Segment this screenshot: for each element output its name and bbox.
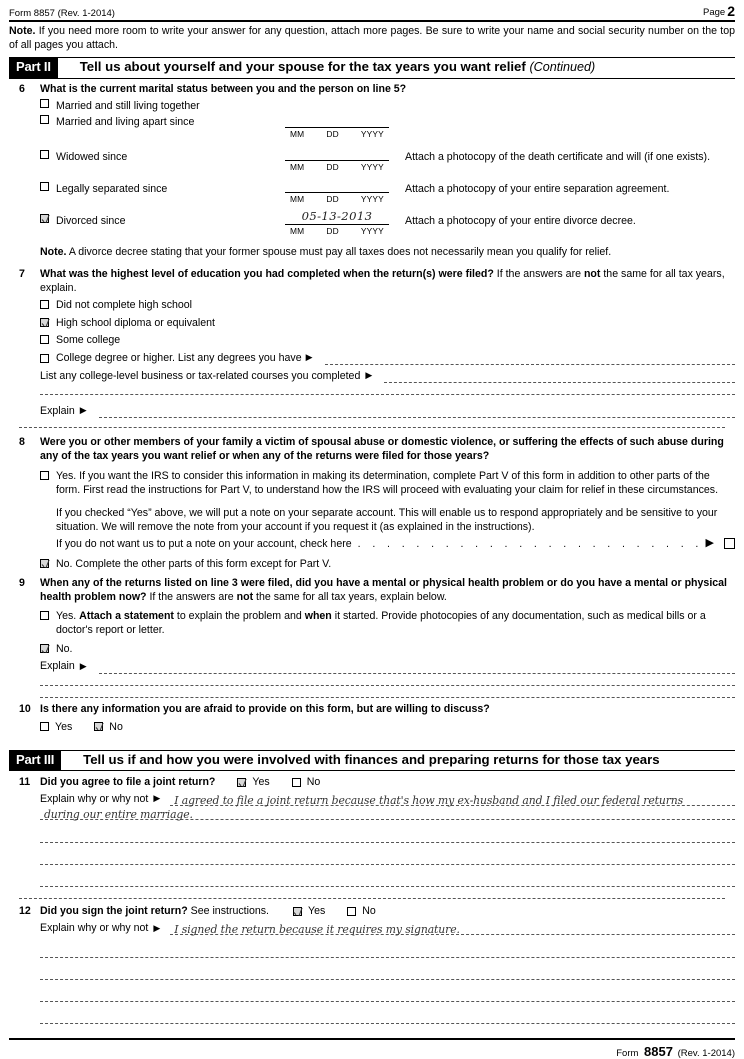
checkbox-health-yes[interactable] xyxy=(40,611,49,620)
explain-label: Explain xyxy=(40,405,75,418)
line-12-answer-row-3 xyxy=(40,968,735,980)
date-caption-dd: DD xyxy=(326,129,339,140)
part-2-header xyxy=(9,57,735,79)
line-11-answer-5[interactable] xyxy=(40,875,735,887)
abuse-yes-text: Yes. If you want the IRS to consider this information in making its determination, complete Part V of this form in addition to other parts of the form. First read the instructions for Part V, to understand how the IRS will proceed with evaluating your claim for relief in these circumstances. xyxy=(56,470,719,497)
marital-option-widowed[interactable] xyxy=(40,150,127,164)
marital-option-legally-separated[interactable] xyxy=(40,182,167,196)
label-sign-joint-yes: Yes xyxy=(307,905,326,918)
date-caption-mm: MM xyxy=(290,194,305,205)
checkbox-married-together[interactable] xyxy=(40,99,49,108)
line-11-answer-row-2 xyxy=(40,808,735,820)
date-caption-mm: MM xyxy=(290,162,305,173)
note-text: If you need more room to write your answer for any question, attach more pages. Be sure to write your name and social security number on the top of all pages you attach. xyxy=(9,25,735,52)
date-caption-yyyy: YYYY xyxy=(360,162,384,173)
marital-label-divorced: Divorced since xyxy=(56,215,126,228)
question-9-text xyxy=(40,576,735,604)
arrow-icon: ▶ xyxy=(365,370,373,381)
checkbox-sign-joint-no[interactable] xyxy=(347,907,356,916)
line-11-answer-row-4 xyxy=(40,853,735,865)
marital-row-divorced xyxy=(40,208,735,240)
blank-line[interactable] xyxy=(40,394,735,395)
question-12-rest: See instructions. xyxy=(187,905,269,918)
attach-note-legally-separated: Attach a photocopy of your entire separation agreement. xyxy=(405,183,670,196)
health-yes-bold-1: Attach a statement xyxy=(79,610,174,623)
question-8-text: Were you or other members of your family a victim of spousal abuse or domestic violence, or suffering the effects of such abuse during any of the tax years you want relief or when any of the returns were filed for those years? xyxy=(40,436,724,463)
question-7-text xyxy=(40,267,735,295)
question-9 xyxy=(9,576,735,697)
checkbox-living-apart[interactable] xyxy=(40,115,49,124)
line-11-answer-2[interactable]: during our entire marriage. xyxy=(40,808,735,820)
education-label-college-degree: College degree or higher. List any degrees you have xyxy=(56,351,302,364)
checkbox-sign-joint-yes[interactable] xyxy=(293,907,302,916)
line-12-answer-row-4 xyxy=(40,990,735,1002)
health-option-yes[interactable] xyxy=(40,609,735,637)
line-12-answer-3[interactable] xyxy=(40,968,735,980)
marital-row-living-apart xyxy=(40,114,735,144)
marital-label-married-together: Married and still living together xyxy=(56,100,200,113)
question-8-number: 8 xyxy=(19,436,25,449)
marital-option-married-together[interactable] xyxy=(40,99,200,113)
line-7-explain-input[interactable] xyxy=(99,406,735,418)
date-caption xyxy=(285,225,389,237)
date-caption xyxy=(285,161,389,173)
question-9-not: not xyxy=(236,591,254,604)
part-2-tag: Part II xyxy=(9,58,58,78)
form-identifier: Form 8857 (Rev. 1-2014) xyxy=(9,8,115,19)
question-9-bold: When any of the returns listed on line 3 were filed, did you have a mental or physical health problem or do you have a mental or physical health problem now? xyxy=(40,577,727,604)
line-11-explain-row xyxy=(40,792,735,806)
checkbox-agree-joint-yes[interactable] xyxy=(237,778,246,787)
education-option-no-hs[interactable] xyxy=(40,298,735,312)
line-6-note-text: A divorce decree stating that your former spouse must pay all taxes does not necessarily mean you qualify for relief. xyxy=(66,246,612,259)
line-9-explain-input[interactable] xyxy=(99,662,735,674)
date-caption-mm: MM xyxy=(290,226,305,237)
blank-line[interactable] xyxy=(40,697,735,698)
arrow-icon: ▶ xyxy=(79,660,87,671)
line-9-explain-row xyxy=(40,659,735,673)
footer-revision: (Rev. 1-2014) xyxy=(677,1048,735,1059)
date-value-living-apart xyxy=(285,112,389,127)
checkbox-high-school-diploma[interactable] xyxy=(40,318,49,327)
label-agree-joint-yes: Yes xyxy=(252,776,270,789)
education-label-no-hs: Did not complete high school xyxy=(56,299,193,312)
line-11-answer-row-5 xyxy=(40,875,735,887)
arrow-icon: ▶ xyxy=(79,405,87,416)
line-11-answer-1[interactable]: I agreed to file a joint return because that's how my ex-husband and I filed our federal returns xyxy=(170,794,735,806)
line-12-answer-2[interactable] xyxy=(40,946,735,958)
question-6 xyxy=(9,82,735,259)
date-field-divorced[interactable] xyxy=(285,209,389,237)
checkbox-college-degree[interactable] xyxy=(40,354,49,363)
date-value-widowed xyxy=(285,145,389,160)
checkbox-no-note-on-account[interactable] xyxy=(724,538,735,549)
checkbox-agree-joint-no[interactable] xyxy=(292,778,301,787)
health-no-text: No. xyxy=(56,643,73,656)
date-caption-dd: DD xyxy=(326,194,339,205)
footer-form-word: Form xyxy=(616,1048,639,1059)
question-11-text: Did you agree to file a joint return? xyxy=(40,776,216,789)
date-caption xyxy=(285,128,389,140)
date-caption-yyyy: YYYY xyxy=(360,129,384,140)
checkbox-some-college[interactable] xyxy=(40,335,49,344)
college-courses-row xyxy=(40,369,735,383)
health-yes-mid: to explain the problem and xyxy=(173,610,305,623)
page-number-label: Page 2 xyxy=(703,3,735,19)
question-7-not: not xyxy=(583,267,601,280)
part-2-title: Tell us about yourself and your spouse for the tax years you want relief (Continued) xyxy=(79,59,596,75)
line-12-question-row xyxy=(40,904,735,918)
question-12-number: 12 xyxy=(19,905,31,918)
question-9-rest-b: the same for all tax years, explain below. xyxy=(253,591,447,604)
page-footer xyxy=(9,1040,735,1059)
arrow-icon: ▶ xyxy=(153,922,161,933)
date-value-divorced: 05-13-2013 xyxy=(301,209,373,224)
question-11 xyxy=(9,775,735,887)
label-sign-joint-no: No xyxy=(362,905,376,918)
courses-input[interactable] xyxy=(384,371,735,383)
marital-label-living-apart: Married and living apart since xyxy=(56,116,195,129)
marital-option-living-apart[interactable] xyxy=(40,115,194,129)
marital-label-legally-separated: Legally separated since xyxy=(56,183,168,196)
line-6-note-bold: Note. xyxy=(40,246,67,259)
part-3-title: Tell us if and how you were involved with finances and preparing returns for those tax years xyxy=(83,751,660,767)
page-header xyxy=(9,0,735,20)
abuse-option-no[interactable] xyxy=(40,557,735,571)
question-12-text xyxy=(40,904,269,918)
question-12-bold: Did you sign the joint return? xyxy=(40,905,188,918)
marital-option-divorced[interactable] xyxy=(40,214,125,228)
degrees-input[interactable] xyxy=(325,353,735,365)
attach-note-widowed: Attach a photocopy of the death certificate and will (if one exists). xyxy=(405,151,711,164)
line-11-answer-3[interactable] xyxy=(40,831,735,843)
date-caption-yyyy: YYYY xyxy=(360,194,384,205)
arrow-icon: ▶ xyxy=(153,793,161,804)
part-2-continued: (Continued) xyxy=(529,60,596,75)
arrow-icon: ▶ xyxy=(305,352,313,363)
health-yes-text xyxy=(56,609,735,637)
date-field-widowed[interactable] xyxy=(285,145,389,173)
question-7-rest-b: the same for all tax years, explain. xyxy=(40,267,725,294)
part-3-tag: Part III xyxy=(9,751,61,771)
question-12 xyxy=(9,904,735,1024)
marital-row-legally-separated xyxy=(40,176,735,208)
line-12-answer-row-5 xyxy=(40,1012,735,1024)
question-9-rest-a: If the answers are xyxy=(146,591,237,604)
explain-label: Explain why or why not xyxy=(40,922,149,935)
line-12-explain-row xyxy=(40,921,735,935)
date-field-legally-separated[interactable] xyxy=(285,177,389,205)
education-option-hs-diploma[interactable] xyxy=(40,316,735,330)
date-caption-mm: MM xyxy=(290,129,305,140)
line-11-question-row xyxy=(40,775,735,789)
no-note-label: If you do not want us to put a note on your account, check here xyxy=(56,537,352,550)
line-11-answer-4[interactable] xyxy=(40,853,735,865)
checkbox-afraid-yes[interactable] xyxy=(40,722,49,731)
education-label-some-college: Some college xyxy=(56,334,121,347)
question-9-number: 9 xyxy=(19,577,25,590)
education-option-some-college[interactable] xyxy=(40,333,735,347)
question-7-number: 7 xyxy=(19,267,25,280)
abuse-no-text: No. Complete the other parts of this form except for Part V. xyxy=(56,557,332,570)
question-6-text: What is the current marital status between you and the person on line 5? xyxy=(40,83,407,96)
line-10-answer-row xyxy=(40,720,735,734)
education-label-hs-diploma: High school diploma or equivalent xyxy=(56,316,215,329)
date-field-living-apart[interactable] xyxy=(285,112,389,140)
leader-dots: . . . . . . . . . . . . . . . . . . . . . . . . xyxy=(357,537,703,550)
part-3-header xyxy=(9,750,735,772)
label-afraid-yes: Yes xyxy=(55,720,73,733)
checkbox-abuse-yes[interactable] xyxy=(40,471,49,480)
line-12-answer-row-2 xyxy=(40,946,735,958)
question-6-number: 6 xyxy=(19,83,25,96)
line-6-note xyxy=(40,245,735,259)
checkbox-no-high-school[interactable] xyxy=(40,300,49,309)
blank-line[interactable] xyxy=(19,427,725,428)
marital-label-widowed: Widowed since xyxy=(56,151,128,164)
health-yes-bold-2: when xyxy=(304,610,332,623)
line-12-answer-1[interactable]: I signed the return because it requires my signature. xyxy=(170,923,735,935)
health-yes-pre: Yes. xyxy=(56,610,80,623)
line-12-answer-4[interactable] xyxy=(40,990,735,1002)
footer-form-number: 8857 xyxy=(644,1044,673,1059)
blank-line[interactable] xyxy=(19,898,725,899)
explain-label: Explain why or why not xyxy=(40,793,149,806)
date-caption-yyyy: YYYY xyxy=(360,226,384,237)
page-number: 2 xyxy=(727,3,735,19)
abuse-note-paragraph: If you checked “Yes” above, we will put a note on your separate account. This will enable us to respond appropriately and be sensitive to your situation. We will remove the note from your account if you request it (as explained in the instructions). xyxy=(56,506,718,533)
attachment-note xyxy=(9,22,735,55)
education-option-college-degree[interactable] xyxy=(40,351,735,365)
note-bold-label: Note. xyxy=(9,25,36,37)
checkbox-widowed[interactable] xyxy=(40,150,49,159)
checkbox-abuse-no[interactable] xyxy=(40,559,49,568)
question-10-number: 10 xyxy=(19,702,31,715)
date-value-legally-separated xyxy=(285,177,389,192)
date-caption xyxy=(285,193,389,205)
health-yes-post: it started. Provide photocopies of any documentation, such as medical bills or a doctor's report or letter. xyxy=(56,610,706,637)
health-option-no[interactable] xyxy=(40,642,735,656)
line-7-explain-row xyxy=(40,404,735,418)
checkbox-health-no[interactable] xyxy=(40,644,49,653)
marital-status-options xyxy=(40,98,735,240)
blank-line[interactable] xyxy=(40,685,735,686)
question-8 xyxy=(9,435,735,571)
question-7-bold: What was the highest level of education you had completed when the return(s) were filed? xyxy=(40,267,494,280)
question-7 xyxy=(9,267,735,419)
question-11-number: 11 xyxy=(19,776,31,789)
checkbox-afraid-no[interactable] xyxy=(94,722,103,731)
attach-note-divorced: Attach a photocopy of your entire divorce decree. xyxy=(405,215,636,228)
line-12-answer-5[interactable] xyxy=(40,1012,735,1024)
date-caption-dd: DD xyxy=(326,226,339,237)
arrow-icon: ▶ xyxy=(705,537,714,550)
line-11-answer-row-3 xyxy=(40,831,735,843)
courses-label: List any college-level business or tax-related courses you completed xyxy=(40,370,361,383)
explain-label: Explain xyxy=(40,660,75,673)
checkbox-divorced[interactable] xyxy=(40,214,49,223)
abuse-option-yes[interactable] xyxy=(40,469,735,497)
question-7-rest-a: If the answers are xyxy=(493,267,584,280)
no-note-checkbox-row xyxy=(40,536,735,551)
checkbox-legally-separated[interactable] xyxy=(40,182,49,191)
question-10 xyxy=(9,702,735,734)
question-10-text: Is there any information you are afraid to provide on this form, but are willing to discuss? xyxy=(40,702,490,715)
label-afraid-no: No xyxy=(109,720,123,733)
date-caption-dd: DD xyxy=(326,162,339,173)
marital-row-widowed xyxy=(40,144,735,176)
label-agree-joint-no: No xyxy=(306,776,321,789)
